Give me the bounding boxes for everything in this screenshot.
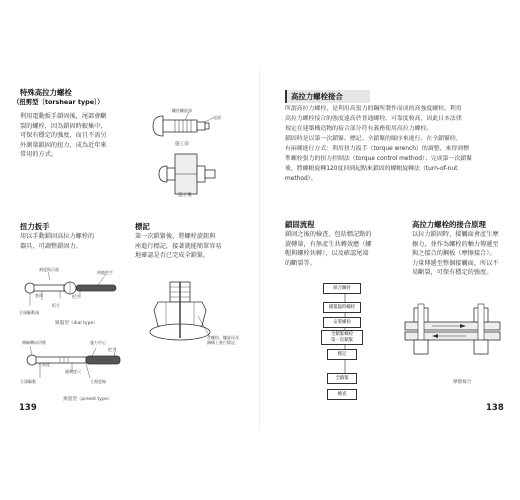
special-bolt-subtitle: （扭剪型〔torshear type〕）: [13, 98, 104, 106]
principle-title: 高拉力螺栓的接合原理: [412, 220, 486, 229]
main-title: 高拉力螺栓接合: [285, 90, 370, 103]
flow-title: 鎖固流程: [285, 220, 315, 229]
marking-callout: 在螺栓、螺旋母及 鋼構上進行標記: [207, 335, 239, 346]
label-tail: 尾部: [213, 115, 221, 120]
dial-label-handle: 把手: [72, 294, 80, 299]
label-bolt-tail: 螺栓螺旋部: [172, 108, 192, 113]
page-number-left: 139: [19, 403, 37, 413]
flow-step-7: 檢查: [327, 389, 357, 400]
dial-label-indicator: 刻度指示器: [39, 267, 59, 272]
preset-label-grip: 施力中心: [90, 340, 106, 345]
special-bolt-title: 特殊高拉力螺栓: [20, 88, 72, 97]
flow-body: 鎖固之後的檢查，包括標記點的 旋轉量，有無產生共轉效應（螺 帽與螺栓共轉），以及確認尾端 的斷裂等。: [285, 231, 372, 267]
preset-label-lock: 主刻度: [38, 362, 50, 367]
flow-step-5: 標記: [327, 349, 357, 360]
dial-label-lever: 伸縮把手: [97, 270, 113, 275]
marking-body: 第一次鎖緊後，將螺栓旋鈕與 座進行標記，接著就能簡單容易 地確認是否已完成全鎖緊。: [135, 233, 222, 260]
torque-wrench-title: 扭力扳手: [20, 222, 50, 231]
main-body: 所謂高拉力螺栓，是利用高張力的鋼所製作而成的高強度螺栓。利用 高拉力螺栓接合的強度遠高於普通螺栓，可靠度較高，因此日本法律 規定在建築構造物的接合部分符有義務使用高拉力螺栓。 鎖固時是以第一次鎖緊、標記、全鎖緊的順序來進行。在全鎖緊時， 有兩種進行方式：利用扭力扳手（torque wrench）的調整，來得到標 準螺栓張力的扭力控制法（torque control method）；完成第一次鎖緊 後，將螺帽旋轉120度回到起點來鎖固的螺帽旋轉法（turn-of-nut method）。: [285, 106, 472, 182]
dial-type-caption: 錶盤型（dial type）: [55, 321, 98, 326]
dial-label-adapter: 方頭驅動頭: [19, 310, 39, 315]
dial-label-head: 套筒: [35, 293, 43, 298]
flow-step-3: 安裝螺栓: [323, 317, 361, 328]
flow-step-1: 組合鋼骨: [323, 283, 361, 294]
flow-step-6: 全鎖緊: [327, 373, 357, 384]
principle-body: 以拉力鎖固時，接觸面會產生摩 擦力，並作為螺栓的軸力傳遞至 與之接合的鋼板（摩擦接合）。 力量傳遞至整個接觸面，所以不 易斷裂，可保有穩定的強度。: [412, 231, 499, 277]
preset-label-handle: 把手: [108, 347, 116, 352]
preset-label-adjust: 主刻度線: [90, 379, 106, 384]
marked-nut-illustration: [150, 282, 230, 372]
marking-title: 標記: [135, 222, 150, 231]
flow-step-2: 鎖緊臨時螺栓: [323, 302, 361, 313]
preset-label-ratchet: 棘輪轉向切換: [22, 340, 46, 345]
principle-caption: 摩擦接合: [453, 380, 472, 385]
flow-step-4: 全鎖緊螺栓 第一次鎖緊: [321, 330, 363, 345]
caption-before: 施工前: [175, 142, 189, 147]
dial-label-socket: 扳手: [52, 303, 60, 308]
torshear-bolt-illustration: [145, 108, 245, 200]
right-page: [260, 0, 520, 500]
preset-type-caption: 預置型（preset type）: [63, 397, 113, 402]
caption-after: 施工後: [178, 193, 192, 198]
friction-joint-illustration: [400, 294, 510, 374]
preset-label-drive: 方頭驅動: [20, 379, 36, 384]
page-number-right: 138: [486, 403, 504, 413]
preset-label-scale: 副刻度尺: [65, 369, 81, 374]
special-bolt-body: 利用電動扳手鎖固後，尾部會斷 裂的螺栓，因為鎖固時較集中， 可保有穩定的強度，而且不需另 外測量鎖固的扭力，成為近年來 常用的方式。: [20, 113, 107, 159]
torque-wrench-body: 用以手動鎖固高拉力螺栓的 器具，可調整鎖固力。: [20, 233, 95, 250]
